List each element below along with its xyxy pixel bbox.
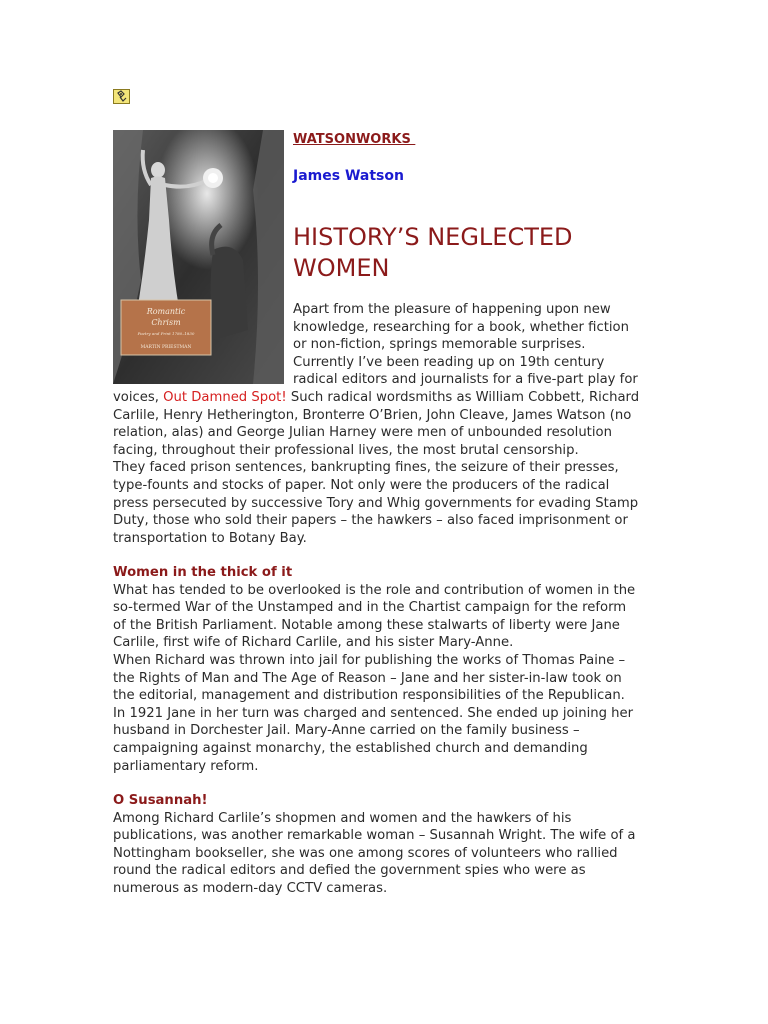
intro-line: knowledge, researching for a book, whether fiction <box>293 319 629 335</box>
intro-line: Duty, those who sold their papers – the hawkers – also faced imprisonment or <box>113 513 628 529</box>
section-line: Nottingham bookseller, she was one among scores of volunteers who rallied <box>113 845 618 861</box>
section-line: In 1921 Jane in her turn was charged and sentenced. She ended up joining her <box>113 705 634 721</box>
section-line: of the British Parliament. Notable among these stalwarts of liberty were Jane <box>113 617 620 633</box>
article-title <box>293 222 653 284</box>
section-line: the editorial, management and distribution responsibilities of the Republican. <box>113 688 625 704</box>
title-line-2: WOMEN <box>293 254 390 282</box>
section-line: Carlile, first wife of Richard Carlile, and his sister Mary-Anne. <box>113 635 514 651</box>
cover-title-line2: Chrism <box>151 318 181 327</box>
intro-line: Currently I’ve been reading up on 19th century <box>293 354 605 370</box>
intro-line <box>113 389 658 407</box>
section-line: publications, was another remarkable woman – Susannah Wright. The wife of a <box>113 828 636 844</box>
broken-image-icon <box>113 89 130 104</box>
cover-author: MARTIN PRIESTMAN <box>140 345 192 350</box>
cover-title-line1: Romantic <box>146 307 186 316</box>
title-line-1: HISTORY’S NEGLECTED <box>293 223 573 251</box>
section-line: Among Richard Carlile’s shopmen and women and the hawkers of his <box>113 810 572 826</box>
intro-line: They faced prison sentences, bankrupting fines, the seizure of their presses, <box>113 460 619 476</box>
section-line: parliamentary reform. <box>113 758 259 774</box>
section-heading: O Susannah! <box>113 793 208 808</box>
intro-line: radical editors and journalists for a five-part play for <box>293 372 638 388</box>
section-line: so-termed War of the Unstamped and in the Chartist campaign for the reform <box>113 600 627 616</box>
header <box>293 128 663 147</box>
section-line: When Richard was thrown into jail for publishing the works of Thomas Paine – <box>113 652 626 668</box>
intro-line: Carlile, Henry Hetherington, Bronterre O’Brien, John Cleave, James Watson (no <box>113 407 632 423</box>
intro-paragraph <box>113 389 658 547</box>
intro-line: type-founts and stocks of paper. Not only were the producers of the radical <box>113 477 610 493</box>
site-link[interactable]: WATSONWORKS <box>293 132 416 147</box>
intro-text: voices, <box>113 390 164 405</box>
intro-line: relation, alas) and George Julian Harney were men of unbounded resolution <box>113 425 612 441</box>
book-cover-image <box>113 130 284 384</box>
intro-line: transportation to Botany Bay. <box>113 530 307 546</box>
section-heading: Women in the thick of it <box>113 565 293 580</box>
intro-text: Such radical wordsmiths as William Cobbett, Richard <box>286 390 640 405</box>
intro-line: facing, throughout their professional lives, the most brutal censorship. <box>113 442 579 458</box>
cover-subtitle: Poetry and Print 1780–1830 <box>137 331 195 336</box>
section-line: numerous as modern-day CCTV cameras. <box>113 880 388 896</box>
play-title: Out Damned Spot! <box>163 390 287 405</box>
section-susannah <box>113 792 658 898</box>
section-line: the Rights of Man and The Age of Reason – Jane and her sister-in-law took on <box>113 670 622 686</box>
section-line: round the radical editors and defied the government spies who were as <box>113 863 586 879</box>
section-women <box>113 564 658 775</box>
intro-line: or non-fiction, springs memorable surprises. <box>293 337 586 353</box>
intro-line: press persecuted by successive Tory and Whig governments for evading Stamp <box>113 495 639 511</box>
section-line: husband in Dorchester Jail. Mary-Anne carried on the family business – <box>113 723 580 739</box>
intro-line: Apart from the pleasure of happening upon new <box>293 302 611 317</box>
intro-paragraph-top <box>293 301 663 389</box>
author-name: James Watson <box>293 168 404 184</box>
section-line: campaigning against monarchy, the established church and demanding <box>113 740 588 756</box>
section-line: What has tended to be overlooked is the role and contribution of women in the <box>113 582 636 598</box>
